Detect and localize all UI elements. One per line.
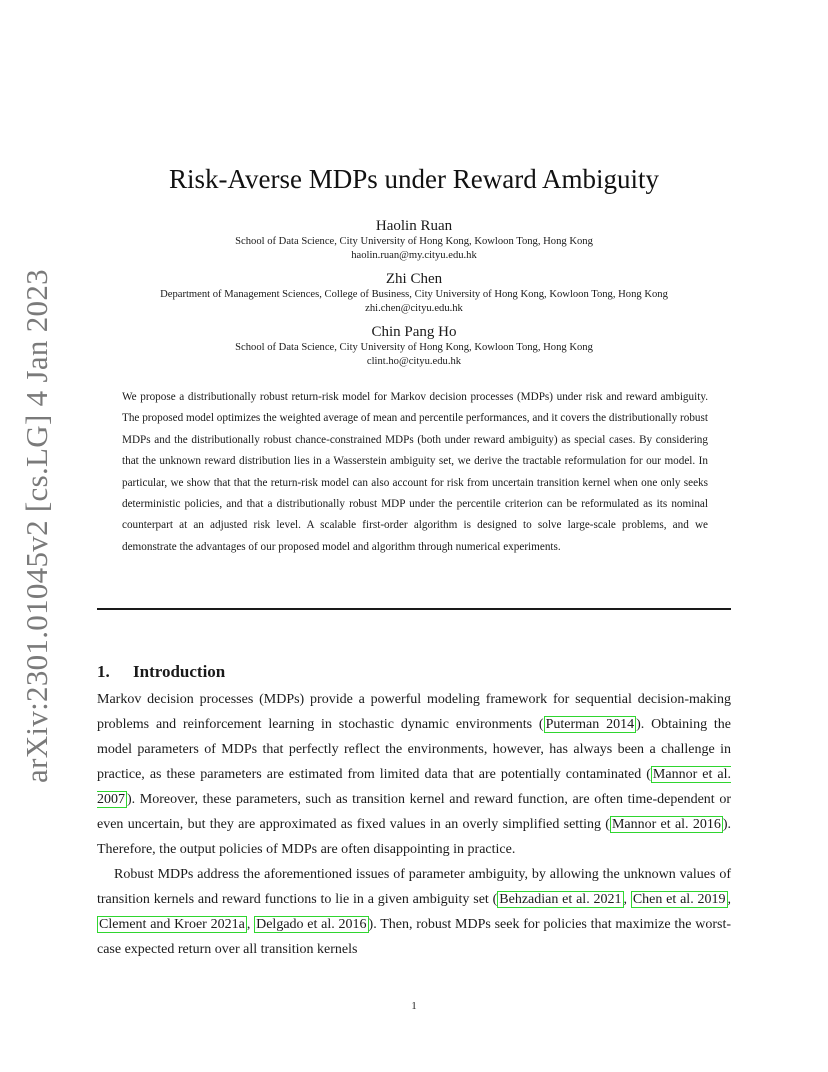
paper-title: Risk-Averse MDPs under Reward Ambiguity xyxy=(169,164,659,194)
author-name: Haolin Ruan xyxy=(375,218,453,234)
text-run: ). Moreover, these parameters, such as transition kernel and reward function, are often time-dependent or even uncertain, but they are approximated as fixed values in an overly simplified setting ( xyxy=(97,792,731,832)
author-affiliation: Department of Management Sciences, College of Business, City University of Hong Kong, Kowloon Tong, Hong Kong xyxy=(160,289,668,300)
author-affiliation: School of Data Science, City University of Hong Kong, Kowloon Tong, Hong Kong xyxy=(235,236,593,247)
abstract: We propose a distributionally robust return-risk model for Markov decision processes (MDPs) under risk and reward ambiguity. The proposed model optimizes the weighted average of mean and percentile performances, and it covers the distributionally robust MDPs and the distributionally robust chance-constrained MDPs (both under reward ambiguity) as special cases. By considering that the unknown reward distribution lies in a Wasserstein ambiguity set, we derive the tractable reformulation for our model. In particular, we show that that the return-risk model can also account for risk from uncertain transition kernel when one only seeks deterministic policies, and that a distributionally robust MDP under the percentile criterion can be reformulated as its nominal counterpart at an adjusted risk level. A scalable first-order algorithm is designed to solve large-scale problems, and we demonstrate the advantages of our proposed model and algorithm through numerical experiments. xyxy=(122,391,708,553)
horizontal-rule xyxy=(97,608,731,610)
author-block-3 xyxy=(0,323,828,369)
citation-link[interactable]: Mannor et al. 2007 xyxy=(97,767,732,807)
paragraph xyxy=(97,687,731,862)
text-run: ). Therefore, the output policies of MDPs are often disappointing in practice. xyxy=(97,817,732,857)
author-block-2 xyxy=(0,270,828,316)
author-email[interactable]: haolin.ruan@my.cityu.edu.hk xyxy=(351,250,477,261)
citation-link[interactable]: Behzadian et al. 2021 xyxy=(499,892,622,907)
arxiv-stamp-text: arXiv:2301.01045v2 [cs.LG] 4 Jan 2023 xyxy=(19,269,55,783)
text-run: , xyxy=(246,917,255,932)
author-affiliation: School of Data Science, City University of Hong Kong, Kowloon Tong, Hong Kong xyxy=(235,342,593,353)
author-email[interactable]: zhi.chen@cityu.edu.hk xyxy=(365,303,463,314)
author-block-1 xyxy=(0,217,828,263)
page-number: 1 xyxy=(411,1001,417,1012)
citation-link[interactable]: Clement and Kroer 2021a xyxy=(99,917,245,932)
text-run: , xyxy=(727,892,731,907)
paragraph xyxy=(97,862,731,962)
citation-link[interactable]: Delgado et al. 2016 xyxy=(256,917,367,932)
text-run: Robust MDPs address the aforementioned issues of parameter ambiguity, by allowing the unknown values of transition kernels and reward functions to lie in a given ambiguity set ( xyxy=(97,867,731,907)
section-number: 1. xyxy=(97,662,110,681)
section-heading xyxy=(97,662,225,682)
text-run: Markov decision processes (MDPs) provide a powerful modeling framework for sequential decision-making problems and reinforcement learning in stochastic dynamic environments ( xyxy=(97,692,731,732)
section-title: Introduction xyxy=(133,662,226,681)
text-run: ). Obtaining the model parameters of MDPs that perfectly reflect the environments, however, has always been a challenge in practice, as these parameters are estimated from limited data that are potentially contaminated ( xyxy=(97,717,732,782)
citation-link[interactable]: Mannor et al. 2016 xyxy=(611,817,721,832)
author-name: Zhi Chen xyxy=(385,271,443,287)
body-text xyxy=(97,687,731,962)
citation-link[interactable]: Puterman 2014 xyxy=(545,717,635,732)
author-email[interactable]: clint.ho@cityu.edu.hk xyxy=(366,356,462,367)
author-name: Chin Pang Ho xyxy=(371,324,457,340)
text-run: ). Then, robust MDPs seek for policies that maximize the worst-case expected return over all transition kernels xyxy=(97,917,732,957)
text-run: , xyxy=(623,892,631,907)
citation-link[interactable]: Chen et al. 2019 xyxy=(632,892,726,907)
